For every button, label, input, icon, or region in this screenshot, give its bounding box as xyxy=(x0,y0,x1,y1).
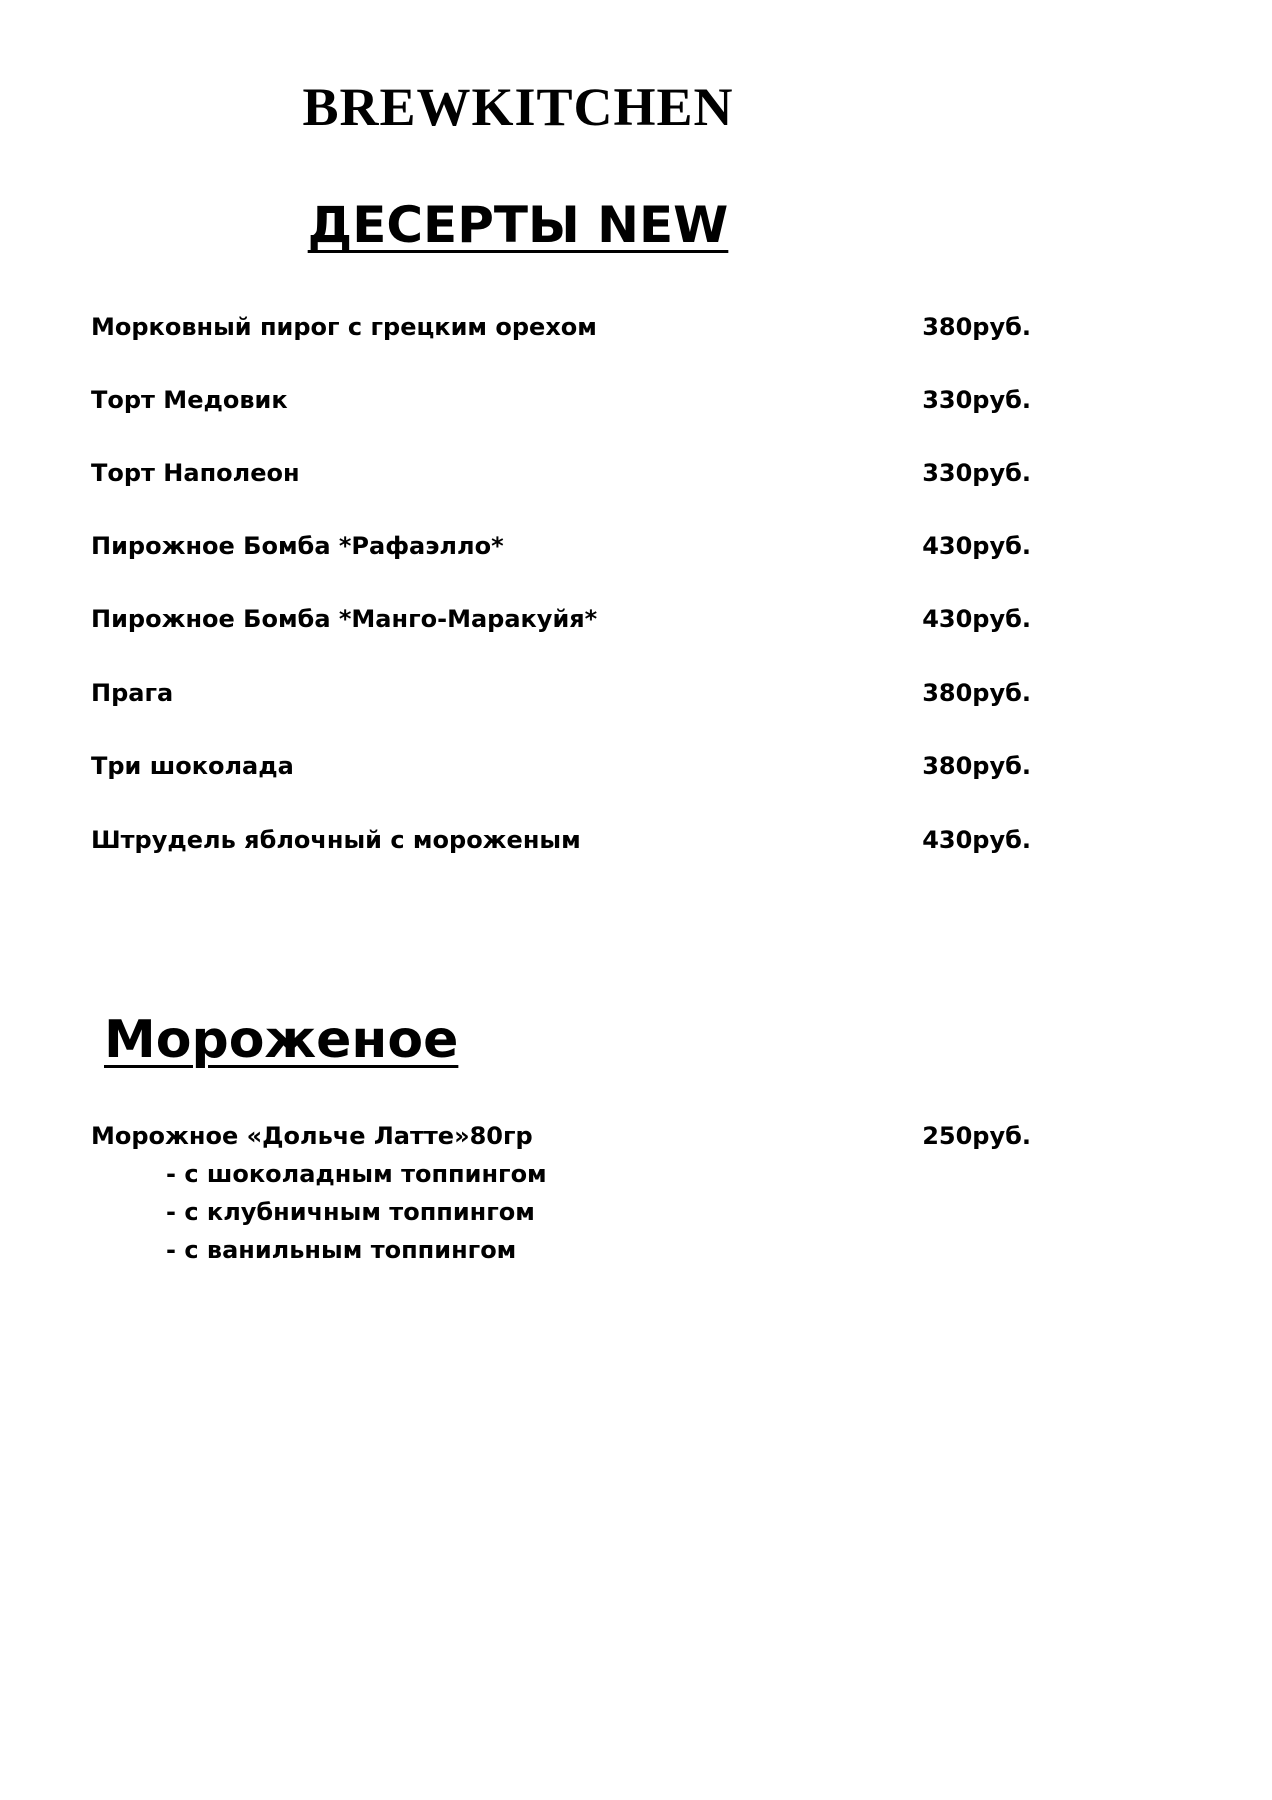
menu-item-name: Три шоколада xyxy=(91,752,294,780)
icecream-section-title: Мороженое xyxy=(104,1010,459,1070)
menu-item-price: 330руб. xyxy=(922,459,1031,487)
menu-item xyxy=(91,822,1031,858)
menu-item-name: Пирожное Бомба *Манго-Маракуйя* xyxy=(91,605,598,633)
menu-item-price: 330руб. xyxy=(922,386,1031,414)
menu-item-price: 380руб. xyxy=(922,679,1031,707)
menu-item xyxy=(91,382,1031,418)
menu-item-price: 430руб. xyxy=(922,605,1031,633)
menu-item-name: Штрудель яблочный с мороженым xyxy=(91,826,581,854)
menu-item xyxy=(91,528,1031,564)
menu-item-name: Морковный пирог с грецким орехом xyxy=(91,313,597,341)
menu-item xyxy=(91,675,1031,711)
menu-item-price: 430руб. xyxy=(922,532,1031,560)
menu-item xyxy=(91,455,1031,491)
brand-title: BREWKITCHEN xyxy=(302,77,734,137)
topping-option: - с клубничным топпингом xyxy=(166,1198,535,1226)
menu-item-name: Торт Наполеон xyxy=(91,459,300,487)
topping-option: - с шоколадным топпингом xyxy=(166,1160,547,1188)
menu-item xyxy=(91,601,1031,637)
menu-item-price: 250руб. xyxy=(922,1122,1031,1150)
menu-item xyxy=(91,1118,1031,1154)
menu-item xyxy=(91,748,1031,784)
menu-item-price: 380руб. xyxy=(922,752,1031,780)
menu-item-name: Торт Медовик xyxy=(91,386,288,414)
topping-option: - с ванильным топпингом xyxy=(166,1236,517,1264)
desserts-section-title: ДЕСЕРТЫ NEW xyxy=(307,196,729,254)
menu-item-name: Прага xyxy=(91,679,174,707)
menu-item-price: 430руб. xyxy=(922,826,1031,854)
menu-item-name: Морожное «Дольче Латте»80гр xyxy=(91,1122,533,1150)
menu-item-name: Пирожное Бомба *Рафаэлло* xyxy=(91,532,504,560)
menu-item-price: 380руб. xyxy=(922,313,1031,341)
menu-item xyxy=(91,309,1031,345)
